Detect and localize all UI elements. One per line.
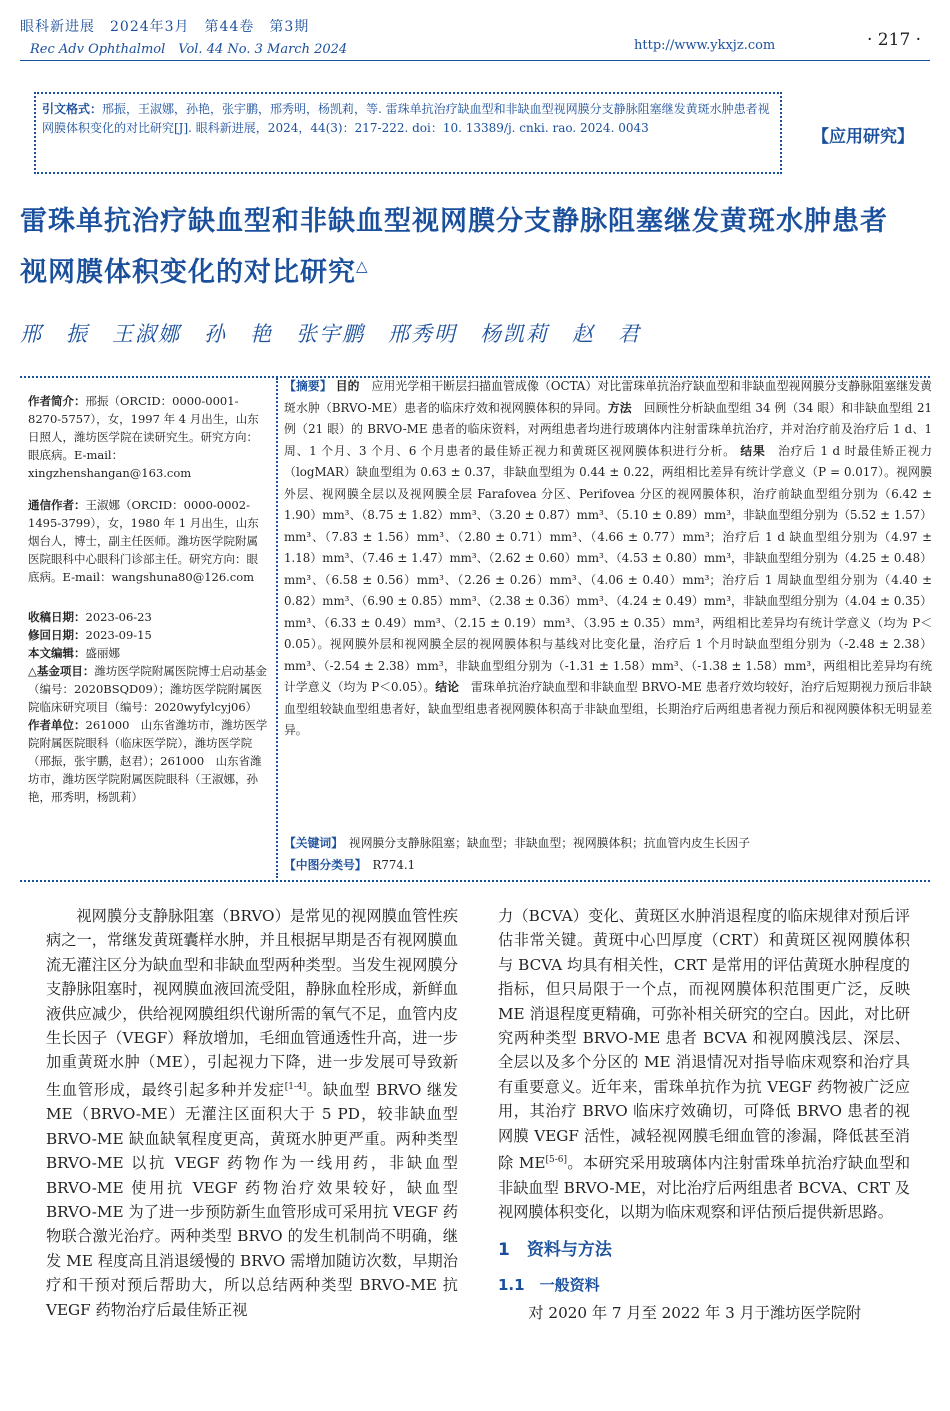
paragraph-text: 力（BCVA）变化、黄斑区水肿消退程度的临床规律对预后评估非常关键。黄斑中心凹厚度（CRT）和黄斑区视网膜体积与 BCVA 均具有相关性，CRT 是常用的评估黄斑水肿程度的指标，但只局限于一个点，而视网膜体积范围更广泛，反映 ME 消退程度更精确，可弥补相关研究的空白。因此，对比研究两种类型 BRVO-ME 患者 BCVA 和视网膜浅层、深层、全层以及多个分区的 ME 消退情况对指导临床观察和治疗具有重要意义。近年来，雷珠单抗作为抗 VEGF 药物被广泛应用，其治疗 BRVO 临床疗效确切，可降低 BRVO 患者的视网膜 VEGF 活性，减轻视网膜毛细血管的渗漏，降低甚至消除 ME: [498, 907, 910, 1173]
paragraph: [46, 904, 458, 1322]
clc-label: 【中图分类号】: [284, 858, 361, 872]
received-label: 收稿日期：: [28, 610, 86, 624]
conclusion-text: 雷珠单抗治疗缺血型和非缺血型 BRVO-ME 患者疗效均较好，治疗后短期视力预后非缺血型组较缺血型组患者好，缺血型组患者视网膜体积高于非缺血型组，长期治疗后两组患者视力预后和视网膜体积无明显差异。: [284, 680, 932, 737]
paper-title: [20, 200, 900, 295]
methods-label: 方法: [607, 400, 632, 415]
affil-value: 261000 山东省潍坊市，潍坊医学院附属医院眼科（临床医学院），潍坊医学院（邢振，张宇鹏，赵君）；261000 山东省潍坊市，潍坊医学院附属医院眼科（王淑娜，孙艳，邢秀明，杨凯莉）: [28, 718, 268, 804]
paragraph: 对 2020 年 7 月至 2022 年 3 月于潍坊医学院附: [528, 1304, 862, 1323]
page-number: · 217 ·: [867, 30, 922, 50]
fund-value: 潍坊医学院附属医院博士启动基金（编号：2020BSQD09）；潍坊医学院附属医院临床研究项目（编号：2020wyfylcyj06）: [28, 664, 267, 714]
paragraph-text: 视网膜分支静脉阻塞（BRVO）是常见的视网膜血管性疾病之一，常继发黄斑囊样水肿，并且根据早期是否有视网膜血流无灌注区分为缺血型和非缺血型两种类型。当发生视网膜分支静脉阻塞时，视网膜血液回流受阻，静脉血栓形成，新鲜血液供应减少，供给视网膜组织代谢所需的氧气不足，血管内皮生长因子（VEGF）释放增加，毛细血管通透性升高，进一步加重黄斑水肿（ME），引起视力下降，进一步发展可导致新生血管形成，最终引起多种并发症: [46, 907, 458, 1099]
title-fund-mark: △: [356, 257, 369, 275]
body-column-right: [498, 904, 910, 1326]
author-bio: [28, 392, 268, 482]
corr-text: 王淑娜（ORCID：0000-0002-1495-3799），女，1980 年 1 月出生，山东烟台人，博士，副主任医师。潍坊医学院附属医院眼科中心眼科门诊部主任。研究方向：眼底病。E-mail：wangshuna80@126.com: [28, 498, 259, 584]
revised-date: [28, 626, 268, 644]
column-divider: [276, 378, 278, 878]
paragraph-text: 。缺血型 BRVO 继发 ME（BRVO-ME）无灌注区面积大于 5 PD，较非缺血型 BRVO-ME 缺血缺氧程度更高，黄斑水肿更严重。两种类型 BRVO-ME 以抗 VEGF 药物作为一线用药，非缺血型 BRVO-ME 使用抗 VEGF 药物治疗效果较好，缺血型 BRVO-ME 为了进一步预防新生血管形成可采用抗 VEGF 药物联合激光治疗。两种类型 BRVO 的发生机制尚不明确，继发 ME 程度高且消退缓慢的 BRVO 需增加随访次数，早期治疗和干预对预后帮助大，所以总结两种类型 BRVO-ME 抗 VEGF 药物治疗后最佳矫正视: [46, 1080, 458, 1319]
citation-ref[interactable]: [1-4]: [284, 1081, 307, 1092]
citation-body: 邢振，王淑娜，孙艳，张宇鹏，邢秀明，杨凯莉，等. 雷珠单抗治疗缺血型和非缺血型视网膜分支静脉阻塞继发黄斑水肿患者视网膜体积变化的对比研究[J]. 眼科新进展，2024，44(3)：217-222. doi：10. 13389/j. cnki. rao. 2024. 0043: [42, 102, 770, 135]
citation-ref[interactable]: [5-6]: [545, 1155, 567, 1166]
citation-label: 引文格式：: [42, 102, 103, 116]
corr-label: 通信作者：: [28, 498, 86, 512]
body-column-left: [46, 904, 458, 1322]
section-separator: [20, 880, 930, 882]
objective-text: 应用光学相干断层扫描血管成像（OCTA）对比雷珠单抗治疗缺血型和非缺血型视网膜分支静脉阻塞继发黄斑水肿（BRVO-ME）患者的临床疗效和视网膜体积的异同。: [284, 379, 932, 415]
author-info-column: [28, 392, 268, 806]
title-text: 雷珠单抗治疗缺血型和非缺血型视网膜分支静脉阻塞继发黄斑水肿患者视网膜体积变化的对比研究: [20, 206, 888, 288]
bio-text: 邢振（ORCID：0000-0001-8270-5757），女，1997 年 4 月出生，山东日照人，潍坊医学院在读研究生。研究方向：眼底病。E-mail：xingzhenshangan@163.com: [28, 394, 259, 480]
fund-info: [28, 662, 268, 716]
affiliation: [28, 716, 268, 806]
journal-url[interactable]: http://www.ykxjz.com: [634, 38, 776, 53]
paragraph: [498, 904, 910, 1224]
citation-box: [34, 92, 782, 174]
subsection-heading: 1.1 一般资料: [498, 1275, 600, 1294]
journal-name-en: Rec Adv Ophthalmol Vol. 44 No. 3 March 2024: [30, 42, 348, 57]
revised-value: 2023-09-15: [85, 628, 152, 642]
editor-value: 盛丽娜: [85, 646, 120, 660]
citation-text: [42, 100, 772, 138]
methods-text: 回顾性分析缺血型组 34 例（34 眼）和非缺血型组 21 例（21 眼）的 BRVO-ME 患者的临床资料，对两组患者均进行玻璃体内注射雷珠单抗治疗，并对治疗前及治疗后 1 d、1 周、1 个月、3 个月、6 个月患者的最佳矫正视力和黄斑区视网膜体积进行分析。: [284, 400, 932, 458]
article-type: 【应用研究】: [812, 127, 914, 147]
conclusion-label: 结论: [435, 680, 460, 694]
keywords-text: 视网膜分支静脉阻塞；缺血型；非缺血型；视网膜体积；抗血管内皮生长因子: [348, 836, 751, 850]
abstract: [284, 376, 932, 742]
corresponding-author: [28, 496, 268, 586]
keywords-label: 【关键词】: [284, 836, 338, 850]
revised-label: 修回日期：: [28, 628, 86, 642]
clc-number: [284, 856, 932, 873]
received-date: [28, 608, 268, 626]
objective-label: 目的: [335, 379, 360, 393]
received-value: 2023-06-23: [85, 610, 152, 624]
editor-label: 本文编辑：: [28, 646, 86, 660]
results-text: 治疗后 1 d 时最佳矫正视力（logMAR）缺血型组为 0.63 ± 0.37，非缺血型组为 0.44 ± 0.22，两组相比差异有统计学意义（P = 0.017）。视网膜外层、视网膜全层以及视网膜全层 Farafovea 分区、Perifovea 分区的视网膜体积，治疗前缺血型组分别为（6.42 ± 1.90）mm³、（8.75 ± 1.82）mm³、（3.20 ± 0.87）mm³、（5.10 ± 0.89）mm³，非缺血型组分别为（5.52 ± 1.57）mm³、（7.83 ± 1.56）mm³、（2.80 ± 0.71）mm³、（4.66 ± 0.77）mm³；治疗后 1 d 缺血型组分别为（4.97 ± 1.18）mm³、（7.46 ± 1.47）mm³、（2.62 ± 0.60）mm³、（4.53 ± 0.80）mm³，非缺血型组分别为（4.25 ± 0.48）mm³、（6.58 ± 0.56）mm³、（2.26 ± 0.26）mm³、（4.06 ± 0.40）mm³；治疗后 1 周缺血型组分别为（4.40 ± 0.82）mm³、（6.90 ± 0.85）mm³、（2.38 ± 0.36）mm³、（4.24 ± 0.49）mm³，非缺血型组分别为（4.04 ± 0.35）mm³、（6.33 ± 0.49）mm³、（2.15 ± 0.19）mm³、（3.95 ± 0.35）mm³，两组相比差异均有统计学意义（均为 P＜0.05）。视网膜外层和视网膜全层的视网膜体积与基线对比变化量，治疗后 1 个月时缺血型组分别为（-2.48 ± 2.38）mm³、（-2.54 ± 2.38）mm³，非缺血型组分别为（-1.31 ± 1.58）mm³、（-1.38 ± 1.58）mm³，两组相比差异均有统计学意义（均为 P＜0.05）。: [284, 443, 933, 694]
abstract-label: 【摘要】: [284, 379, 332, 393]
header-rule: [20, 60, 930, 61]
editor: [28, 644, 268, 662]
fund-label: △基金项目：: [28, 664, 95, 678]
paragraph-text: 。本研究采用玻璃体内注射雷珠单抗治疗缺血型和非缺血型 BRVO-ME，对比治疗后两组患者 BCVA、CRT 及视网膜体积变化，以期为临床观察和评估预后提供新思路。: [498, 1154, 911, 1221]
keywords: [284, 834, 932, 851]
author-list: 邢 振 王淑娜 孙 艳 张宇鹏 邢秀明 杨凯莉 赵 君: [20, 322, 641, 346]
bio-label: 作者简介：: [28, 394, 86, 408]
results-label: 结果: [740, 443, 766, 458]
journal-name-cn: 眼科新进展 2024年3月 第44卷 第3期: [20, 19, 310, 35]
running-header: [20, 16, 930, 62]
affil-label: 作者单位：: [28, 718, 86, 732]
section-heading: 1 资料与方法: [498, 1240, 612, 1261]
clc-text: R774.1: [372, 858, 416, 872]
